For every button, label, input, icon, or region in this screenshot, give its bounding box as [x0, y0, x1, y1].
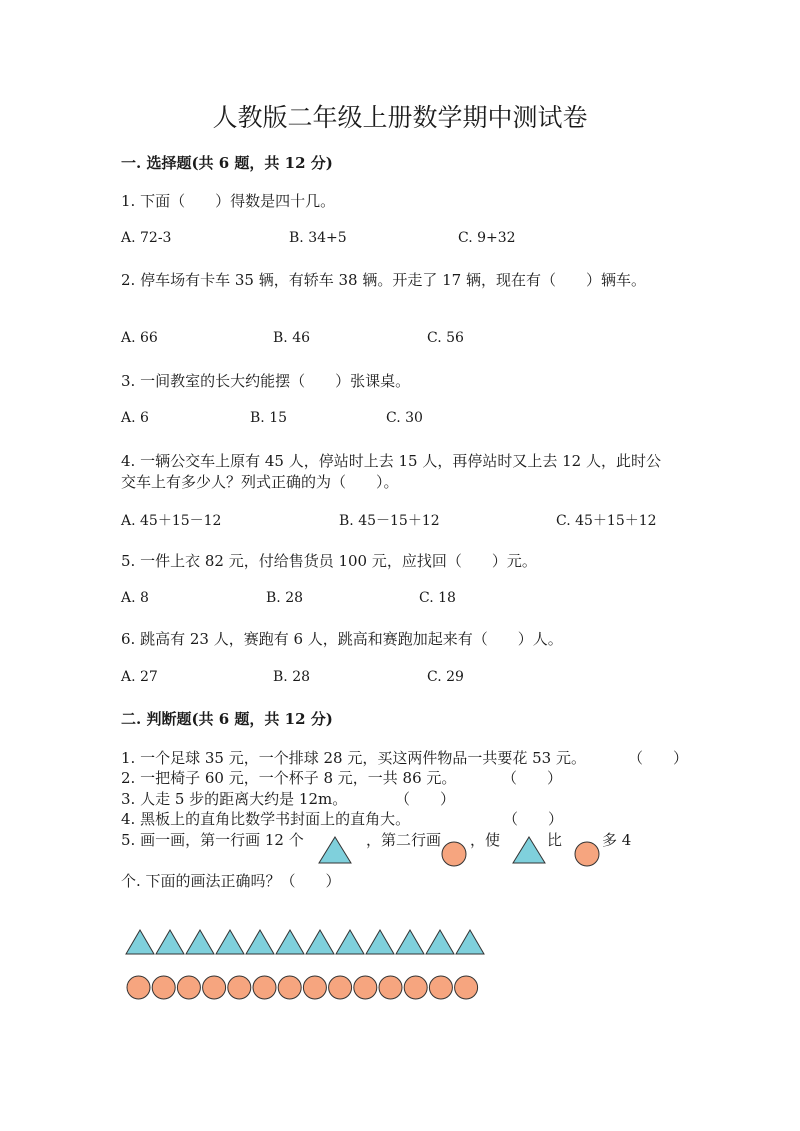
triangle-icon [246, 930, 274, 954]
judge-item-5-part-3: ，使 [470, 831, 501, 849]
judge-item-5-part-1: 5. 画一画，第一行画 12 个 [121, 831, 304, 849]
q5-option-a: A. 8 [121, 590, 149, 606]
triangle-icon [186, 930, 214, 954]
circle-icon [574, 841, 600, 867]
circle-icon [177, 976, 200, 999]
triangle-icon [156, 930, 184, 954]
q5-option-b: B. 28 [266, 590, 304, 606]
section-heading-choice: 一. 选择题(共 6 题，共 12 分) [121, 154, 333, 172]
circle-icon [253, 976, 276, 999]
q1-option-a: A. 72-3 [121, 230, 172, 246]
q4-option-a: A. 45＋15－12 [121, 513, 222, 529]
judge-item-3-answer-paren: （ ） [395, 790, 456, 808]
judge-item-1: 1. 一个足球 35 元，一个排球 28 元，买这两件物品一共要花 53 元。 [121, 749, 586, 767]
question-5: 5. 一件上衣 82 元，付给售货员 100 元，应找回（ ）元。 [121, 552, 537, 570]
question-4-line-1: 4. 一辆公交车上原有 45 人，停站时上去 15 人，再停站时又上去 12 人，此时公 [121, 452, 661, 470]
question-6: 6. 跳高有 23 人，赛跑有 6 人，跳高和赛跑加起来有（ ）人。 [121, 630, 563, 648]
q6-option-a: A. 27 [121, 669, 158, 685]
question-3: 3. 一间教室的长大约能摆（ ）张课桌。 [121, 372, 411, 390]
judge-item-1-answer-paren: （ ） [628, 749, 689, 767]
triangle-icon [318, 836, 352, 864]
triangle-icon [396, 930, 424, 954]
circle-icon [278, 976, 301, 999]
circle-icon [303, 976, 326, 999]
circle-icon [127, 976, 150, 999]
judge-item-5-line-2: 个. 下面的画法正确吗？（ ） [121, 872, 341, 890]
q4-option-c: C. 45＋15＋12 [556, 513, 657, 529]
triangle-icon [366, 930, 394, 954]
question-1: 1. 下面（ ）得数是四十几。 [121, 192, 336, 210]
q2-option-b: B. 46 [273, 330, 311, 346]
circle-row [125, 974, 484, 1005]
judge-item-5-part-5: 多 4 [602, 831, 632, 849]
circle-icon [455, 976, 478, 999]
judge-item-5-part-4: 比 [547, 831, 563, 849]
q4-option-b: B. 45－15＋12 [339, 513, 440, 529]
judge-item-2: 2. 一把椅子 60 元，一个杯子 8 元，一共 86 元。 [121, 769, 457, 787]
page-title: 人教版二年级上册数学期中测试卷 [212, 103, 588, 132]
triangle-icon [276, 930, 304, 954]
q1-option-c: C. 9+32 [458, 230, 516, 246]
circle-icon [441, 841, 467, 867]
circle-icon [429, 976, 452, 999]
triangle-icon [336, 930, 364, 954]
circle-icon [228, 976, 251, 999]
question-2: 2. 停车场有卡车 35 辆，有轿车 38 辆。开走了 17 辆，现在有（ ）辆车。 [121, 271, 646, 289]
circle-icon [354, 976, 377, 999]
q2-option-a: A. 66 [121, 330, 158, 346]
triangle-icon [426, 930, 454, 954]
circle-icon [203, 976, 226, 999]
q3-option-c: C. 30 [386, 410, 423, 426]
judge-item-2-answer-paren: （ ） [502, 769, 563, 787]
triangle-icon [306, 930, 334, 954]
triangle-icon [216, 930, 244, 954]
circle-icon [379, 976, 402, 999]
q6-option-b: B. 28 [273, 669, 311, 685]
question-4-line-2: 交车上有多少人？列式正确的为（ ）。 [121, 473, 399, 491]
triangle-icon [126, 930, 154, 954]
triangle-row-svg [125, 929, 489, 956]
triangle-icon [512, 836, 546, 864]
judge-item-4-answer-paren: （ ） [503, 810, 564, 828]
q1-option-b: B. 34+5 [289, 230, 347, 246]
circle-row-svg [125, 974, 484, 1001]
judge-item-5-part-2: ，第二行画 [366, 831, 442, 849]
q6-option-c: C. 29 [427, 669, 464, 685]
q2-option-c: C. 56 [427, 330, 464, 346]
q3-option-a: A. 6 [121, 410, 149, 426]
q3-option-b: B. 15 [250, 410, 288, 426]
q5-option-c: C. 18 [419, 590, 456, 606]
circle-icon [152, 976, 175, 999]
section-heading-judgement: 二. 判断题(共 6 题，共 12 分) [121, 710, 333, 728]
triangle-icon [456, 930, 484, 954]
circle-icon [404, 976, 427, 999]
triangle-row [125, 929, 489, 960]
circle-icon [329, 976, 352, 999]
judge-item-4: 4. 黑板上的直角比数学书封面上的直角大。 [121, 810, 411, 828]
judge-item-3: 3. 人走 5 步的距离大约是 12m。 [121, 790, 348, 808]
